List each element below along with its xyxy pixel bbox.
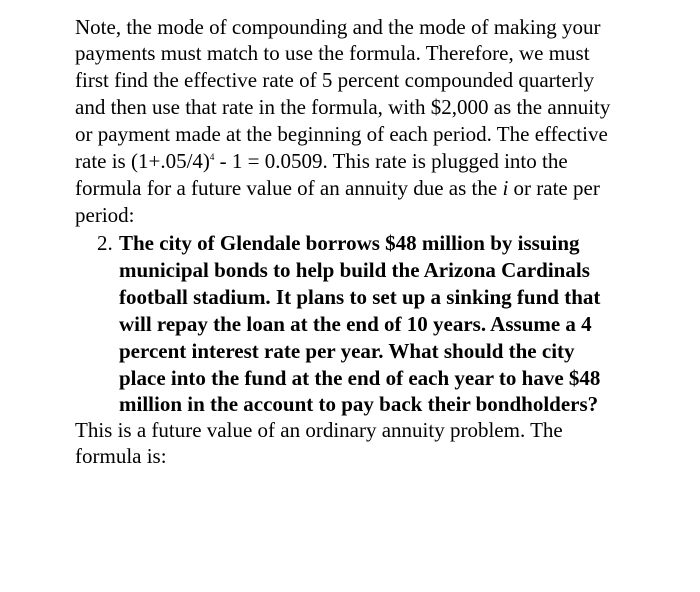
question-line: municipal bonds to help build the Arizona Cardinals [119, 258, 590, 282]
paragraph2-line: formula is: [75, 444, 167, 468]
rate-formula-result: - 1 = 0.0509. This rate is plugged into the [214, 149, 568, 173]
paragraph1-line: and then use that rate in the formula, with $2,000 as the annuity [75, 95, 611, 119]
paragraph1-line: first find the effective rate of 5 percent compounded quarterly [75, 68, 595, 92]
question-line: percent interest rate per year. What should the city [119, 339, 575, 363]
paragraph1-line [75, 149, 568, 173]
paragraph1-line [75, 176, 600, 200]
italic-variable: i [502, 176, 509, 200]
line-text: or rate per [508, 176, 600, 200]
line-text: formula for a future value of an annuity due as the [75, 176, 503, 200]
paragraph2-line: This is a future value of an ordinary annuity problem. The [75, 418, 563, 442]
question-line: will repay the loan at the end of 10 years. Assume a 4 [119, 312, 592, 336]
exponent-superscript: 4 [209, 152, 215, 162]
question-line: The city of Glendale borrows $48 million by issuing [119, 231, 580, 255]
rate-formula-text: rate is (1+.05/4) [75, 149, 210, 173]
paragraph1-line: payments must match to use the formula. Therefore, we must [75, 41, 590, 65]
paragraph1-line: period: [75, 203, 135, 227]
question-line: place into the fund at the end of each year to have $48 [119, 366, 601, 390]
question-line: football stadium. It plans to set up a sinking fund that [119, 285, 601, 309]
paragraph1-line: or payment made at the beginning of each period. The effective [75, 122, 608, 146]
paragraph1-line: Note, the mode of compounding and the mode of making your [75, 15, 601, 39]
question-line: million in the account to pay back their bondholders? [119, 392, 599, 416]
list-number: 2. [97, 231, 113, 255]
